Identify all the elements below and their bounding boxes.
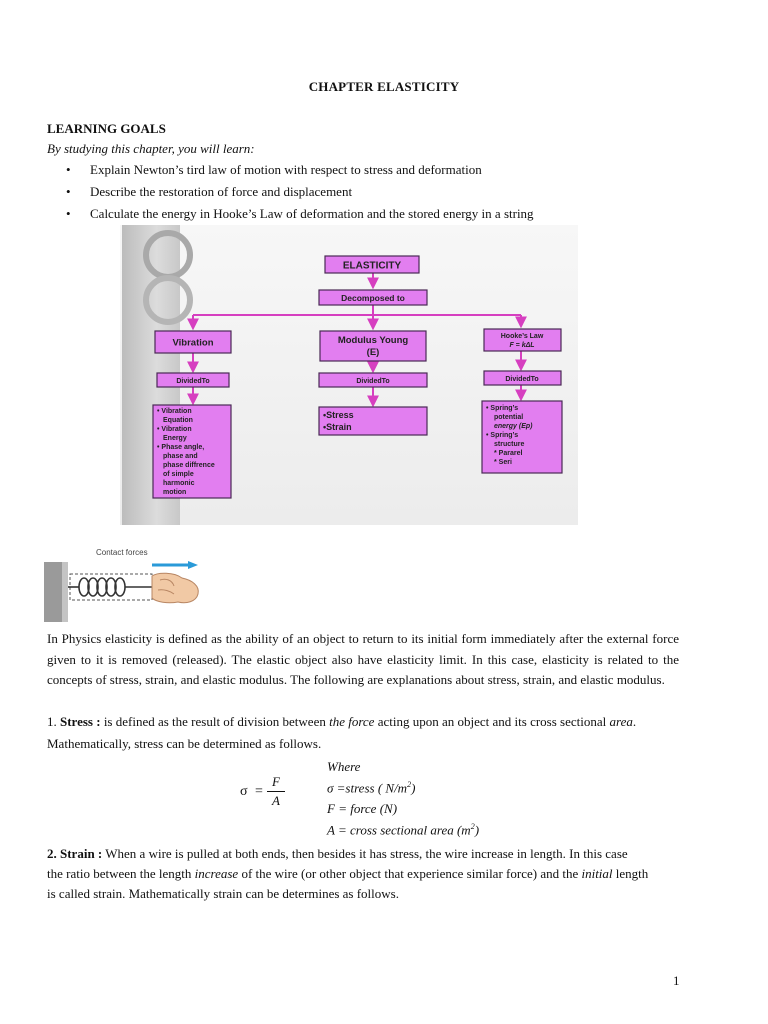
bullet: • [66, 184, 71, 199]
diagram-decomposed-box [319, 290, 427, 305]
svg-text:•Strain: •Strain [323, 422, 352, 432]
superscript: 2 [470, 822, 475, 831]
strain-text: When a wire is pulled at both ends, then besides it has stress, the wire increase in length. In this case [102, 846, 628, 861]
svg-text:•Stress: •Stress [323, 410, 354, 420]
fraction-bar [267, 791, 285, 792]
svg-text:• Vibration: • Vibration [157, 408, 192, 415]
svg-text:phase diffrence: phase diffrence [163, 462, 215, 469]
svg-text:• Spring’s: • Spring’s [486, 405, 519, 412]
svg-text:potential: potential [494, 414, 524, 421]
section-number: 1. [47, 714, 57, 729]
svg-text:• Spring’s: • Spring’s [486, 432, 519, 439]
svg-text:Hooke’s Law: Hooke’s Law [500, 333, 544, 340]
definition-text: A = cross sectional area (m [327, 822, 471, 838]
strain-term: 2. Strain : [47, 846, 103, 861]
strain-emphasis: increase [194, 866, 239, 881]
definition-text: ) [474, 822, 480, 838]
stress-text: . [632, 714, 637, 729]
svg-text:F = kΔL: F = kΔL [509, 342, 535, 349]
strain-definition-line-3: is called strain. Mathematically strain can be determines as follows. [47, 886, 399, 901]
elasticity-definition-paragraph: In Physics elasticity is defined as the ability of an object to return to its initial form immediately after the external force given to it is removed (released). The elastic object also have elasticity limit. In this case, elasticity is related to the concepts of stress, strain, and elastic modulus. The following are explanations about stress, strain, and elastic modulus. [47, 631, 679, 687]
elasticity-concept-diagram [120, 225, 578, 525]
diagram-root-box [325, 256, 419, 273]
stress-emphasis: area [609, 714, 633, 729]
definition-force [327, 801, 397, 817]
equals-sign: = [255, 784, 263, 799]
svg-text:Decomposed to: Decomposed to [341, 293, 405, 303]
wall-edge [62, 562, 68, 622]
svg-text:Modulus Young: Modulus Young [337, 335, 409, 346]
svg-text:Energy: Energy [163, 435, 187, 442]
strain-definition-line-1 [47, 846, 628, 862]
stress-term: Stress : [60, 714, 101, 729]
svg-text:structure: structure [494, 441, 525, 448]
strain-definition-line-2 [47, 866, 648, 882]
contact-forces-figure [40, 558, 205, 624]
goal-text: Explain Newton’s tird law of motion with respect to stress and deformation [90, 162, 482, 177]
strain-emphasis: initial [581, 866, 613, 881]
svg-text:energy (Ep): energy (Ep) [494, 423, 533, 430]
svg-text:DividedTo: DividedTo [176, 378, 210, 385]
stress-math-intro: Mathematically, stress can be determined as follows. [47, 736, 322, 751]
svg-text:phase and: phase and [163, 453, 198, 460]
learning-goals-heading: LEARNING GOALS [47, 121, 166, 136]
svg-text:motion: motion [163, 489, 187, 496]
chapter-title: CHAPTER ELASTICITY [308, 79, 460, 94]
strain-text: the ratio between the length [47, 866, 195, 881]
stress-text: acting upon an object and its cross sectional [374, 714, 610, 729]
definition-area [327, 822, 479, 838]
stress-emphasis: the force [329, 714, 375, 729]
definition-text: ) [411, 780, 416, 796]
formula-numerator: F [272, 774, 280, 789]
svg-text:(E): (E) [366, 347, 380, 358]
svg-text:• Phase angle,: • Phase angle, [157, 444, 205, 451]
goal-text: Describe the restoration of force and displacement [90, 184, 353, 199]
svg-text:ELASTICITY: ELASTICITY [342, 260, 402, 272]
goal-text: Calculate the energy in Hooke’s Law of deformation and the stored energy in a string [90, 206, 534, 221]
page-number: 1 [673, 973, 680, 988]
svg-text:DividedTo: DividedTo [356, 378, 390, 385]
goal-item [66, 206, 534, 222]
goal-item [66, 162, 482, 178]
where-label: Where [327, 759, 361, 774]
goal-item [66, 184, 352, 200]
strain-text: of the wire (or other object that experience similar force) and the [238, 866, 582, 881]
svg-text:* Seri: * Seri [494, 459, 512, 466]
diagram-branch-modulus-young [319, 331, 427, 435]
wall [44, 562, 62, 622]
figure-caption: Contact forces [96, 548, 148, 557]
strain-text: length [612, 866, 649, 881]
formula-denominator: A [272, 793, 280, 808]
definition-text: σ =stress ( N/m [327, 780, 408, 796]
svg-text:DividedTo: DividedTo [505, 376, 539, 383]
svg-text:• Vibration: • Vibration [157, 426, 192, 433]
bullet: • [66, 162, 71, 177]
svg-text:* Pararel: * Pararel [494, 450, 523, 457]
definition-stress [327, 780, 415, 796]
sigma-symbol: σ [240, 784, 248, 799]
stress-text: is defined as the result of division between [100, 714, 330, 729]
definition-text: F = force (N) [327, 801, 398, 816]
bullet: • [66, 206, 71, 221]
svg-text:Vibration: Vibration [172, 337, 214, 349]
superscript: 2 [407, 780, 412, 789]
svg-text:of simple: of simple [163, 471, 194, 478]
svg-text:Equation: Equation [163, 417, 193, 424]
diagram-branch-hookes-law [482, 329, 562, 473]
stress-formula [240, 784, 263, 800]
svg-text:harmonic: harmonic [163, 480, 195, 487]
stress-definition [47, 714, 636, 730]
learning-goals-intro: By studying this chapter, you will learn: [47, 141, 255, 156]
